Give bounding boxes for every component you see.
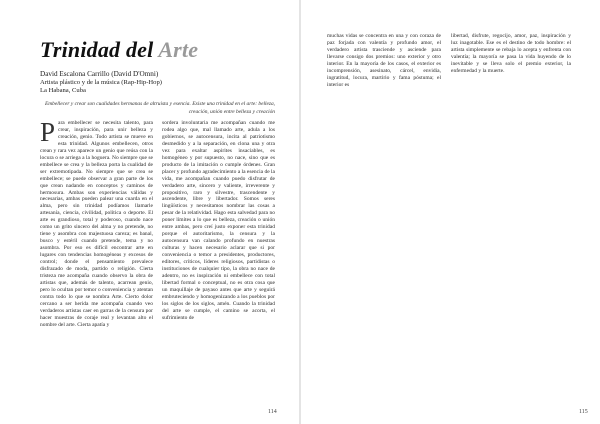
drop-cap: P bbox=[40, 120, 56, 147]
body-column-2: sordera involuntaria me acompañan cuando me rodea algo que, mal llamado arte, adula a los gobiernos, se autocensura, incita al patriotismo desmedido y a la separación, en clona una y otra vez para exaltar aspirites insaciables, es homogéneo y por supuesto, no nace, sino que es producto de la imitación o cumple órdenes. Gran placer y profundo agradecimiento a la esencia de la vida, me acompañan cuando puedo disfrutar de verdadero arte, sincero y valiente, irreverente y propositivo, raro y silvestre, trascendente y ascendente, libre y libertador. Somos seres lingüísticos y necesitamos nombrar las cosas a pesar de la relatividad. Hago esta salvedad para no poner límites a lo que es belleza, creación o unión entre ambas, pero creí justo exponer esta trinidad porque el autoritarismo, la censura y la autocensura van calando profundo en nuestras culturas y hacen necesario aclarar que si por conveniencia o temor a presidentes, productores, editores, críticos, líderes religiosos, partidistas o instituciones de cualquier tipo, la obra no nace de adentro, no es inspiración ni embellece con total libertad formal o conceptual, no es otra cosa que un maquillaje de payaso antes que arte y seguirá embruteciendo y homogenizando a los pueblos por los siglos de los siglos, amén. Cuando la trinidad del arte se cumple, el camino se acorta, el sufrimiento de bbox=[162, 120, 275, 321]
article-title bbox=[40, 37, 198, 63]
page-number-left: 114 bbox=[268, 409, 277, 415]
epigraph: Embellecer y crear son cualidades hermanas de altruista y esencia. Existe una trinidad en el arte: belleza, creación, unión entre belleza y creación bbox=[44, 101, 275, 115]
author-name: David Escalona Carrillo (David D'Omni) bbox=[40, 70, 159, 78]
page-number-right: 115 bbox=[579, 409, 588, 415]
author-role: Artista plástico y de la música (Rap-Hip-Hop) bbox=[40, 78, 162, 86]
byline bbox=[40, 70, 162, 96]
body-text-1: ara embellecer se necesita talento, para crear, inspiración, para unir belleza y creación, genio. Todo artista se mueve en esta trinidad. Algunos embellecen, otros crean y rara vez aparece un genio que reúsa con la locura o se arriega a la hoguera. No siempre que se embellece se crea y la belleza porta la cualidad de ser extremotipada. No siempre que se crea se embellece; se puede observar a gran parte de los que crean nadando en conceptos y caminos de hermosura. Ambas son experiencias válidas y necesarias, ambas pueden palear una cuarda en el alma, pero sin trinidad podíamos llamarle artesanía, ciencia, civilidad, política o deporte. El arte es grandioso, total y poderoso, cuando nace como un grito sincero del alma y no pretende, no tiene y asombra con majestuosa careza; es banal, busco y estéril cuando pretende, tema y no asombra. Por eso es difícil encontrar arte en lugares con tendencias homogéneas y excesos de control; donde el pensamiento prevalece disfrazado de moda, partido o religión. Cierta tristeza me acompaña cuando observo la obra de artistas que, además de talento, acarrean genio, pero lo ocultan por temor o conveniencia y atentan contra todo lo que se nombra Arte. Cierto dolor cercano a ser herida me acompaña cuando veo verdaderos artistas caer en garras de la censura por hacer muestras de coraje real y levantan alto el nombre del arte. Cierta apatía y bbox=[40, 120, 153, 328]
title-main: Trinidad del bbox=[40, 37, 159, 62]
body-column-3: muchas vidas se concentra en una y con coraza de paz forjada con valentía y profundo amor, el verdadero artista trasciende y asciende para llevarse consigo dos premios: uno exterior y otro interior. En la mayoría de los casos, el exterior es incomprensión, asesinato, cárcel, envidia, ingratitud, locura, martirio y fama póstuma; el interior es bbox=[327, 33, 441, 88]
right-page bbox=[301, 0, 600, 424]
title-accent: Arte bbox=[158, 37, 199, 62]
body-column-4: libertad, disfrute, regocijo, amor, paz, inspiración y luz inagotable. Ese es el destino de todo hombre: el artista simplemente se rebaja lo acepta y enfrenta con valentía; la mayoría se pasa la vida huyendo de lo inevitable y se lleva solo el premio exterior, la enfermedad y la muerte. bbox=[451, 33, 571, 74]
author-location: La Habana, Cuba bbox=[40, 87, 86, 95]
left-page bbox=[0, 0, 299, 424]
body-column-1 bbox=[40, 120, 153, 388]
